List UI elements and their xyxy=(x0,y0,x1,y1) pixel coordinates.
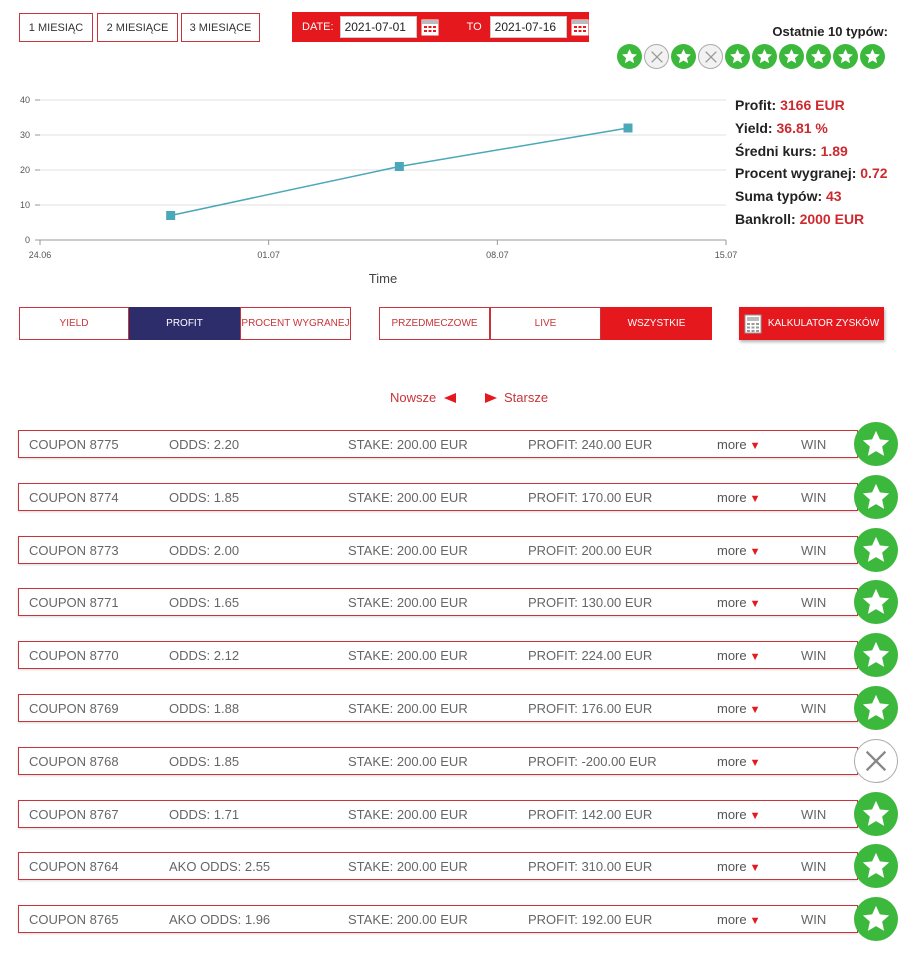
coupon-stake: STAKE: 200.00 EUR xyxy=(348,542,468,558)
caret-down-icon: ▼ xyxy=(749,440,761,452)
star-icon xyxy=(756,48,773,65)
y-tick-label: 0 xyxy=(24,235,30,245)
stat-row xyxy=(735,162,888,185)
more-label: more xyxy=(717,859,747,875)
coupon-more-toggle[interactable] xyxy=(717,490,761,505)
coupon-stake: STAKE: 200.00 EUR xyxy=(348,859,468,875)
coupon-row[interactable] xyxy=(18,641,858,669)
coupon-more-toggle[interactable] xyxy=(717,595,761,610)
coupon-id: COUPON 8774 xyxy=(29,489,119,505)
last-tips-title: Ostatnie 10 typów: xyxy=(772,24,888,39)
coupon-id: COUPON 8767 xyxy=(29,806,119,822)
stat-value: 36.81 % xyxy=(776,119,828,136)
data-point xyxy=(166,211,175,220)
series-line xyxy=(171,128,628,216)
star-icon xyxy=(675,48,692,65)
data-point xyxy=(624,124,633,133)
coupon-stake: STAKE: 200.00 EUR xyxy=(348,806,468,822)
stat-value: 1.89 xyxy=(820,142,848,159)
cross-icon xyxy=(862,747,890,775)
coupon-id: COUPON 8765 xyxy=(29,912,119,928)
x-tick-label: 08.07 xyxy=(486,250,509,260)
star-icon xyxy=(729,48,746,65)
coupon-status: WIN xyxy=(801,806,827,822)
coupon-profit: PROFIT: 130.00 EUR xyxy=(528,595,653,611)
coupon-row[interactable] xyxy=(18,483,858,511)
coupon-more-toggle[interactable] xyxy=(717,807,761,822)
caret-down-icon: ▼ xyxy=(749,862,761,875)
coupon-row[interactable] xyxy=(18,694,858,722)
coupon-stake: STAKE: 200.00 EUR xyxy=(348,701,468,716)
pager-older-label: Starsze xyxy=(504,390,549,405)
filter-all-button[interactable]: WSZYSTKIE xyxy=(601,307,712,340)
coupon-more-toggle[interactable] xyxy=(717,701,761,716)
coupon-more-toggle[interactable] xyxy=(717,543,761,558)
y-tick-label: 10 xyxy=(19,200,30,210)
date-to-input[interactable]: 2021-07-16 xyxy=(490,16,567,38)
coupon-stake: STAKE: 200.00 EUR xyxy=(348,912,468,928)
coupon-status: WIN xyxy=(801,648,827,664)
profit-calculator-button[interactable] xyxy=(739,307,884,340)
coupon-id: COUPON 8771 xyxy=(29,595,119,611)
x-tick-label: 24.06 xyxy=(28,250,52,260)
filter-win-percent-button[interactable]: PROCENT WYGRANEJ xyxy=(240,307,351,340)
date-range-bar xyxy=(292,12,589,42)
y-tick-label: 20 xyxy=(19,165,30,175)
coupon-result-win-badge xyxy=(854,528,898,572)
coupon-odds: ODDS: 1.85 xyxy=(169,489,240,505)
coupon-profit: PROFIT: 176.00 EUR xyxy=(528,701,653,716)
star-icon xyxy=(783,48,800,65)
coupon-odds: ODDS: 1.65 xyxy=(169,595,240,611)
coupon-odds: AKO ODDS: 1.96 xyxy=(169,912,271,928)
y-tick-label: 30 xyxy=(19,130,30,140)
coupon-more-toggle[interactable] xyxy=(717,437,761,452)
coupon-row[interactable] xyxy=(18,588,858,616)
coupon-result-win-badge xyxy=(854,580,898,624)
coupon-status: WIN xyxy=(801,437,827,452)
coupon-result-loss-badge xyxy=(854,739,898,783)
last-tip-win-indicator xyxy=(752,44,777,69)
period-2-months-button[interactable]: 2 MIESIĄCE xyxy=(97,13,178,42)
coupon-more-toggle[interactable] xyxy=(717,754,761,769)
coupon-profit: PROFIT: 142.00 EUR xyxy=(528,806,653,822)
stat-row xyxy=(735,185,888,208)
coupon-more-toggle[interactable] xyxy=(717,859,761,874)
more-label: more xyxy=(717,648,747,664)
stats-panel xyxy=(735,94,888,231)
x-tick-label: 01.07 xyxy=(257,250,280,260)
coupon-more-toggle[interactable] xyxy=(717,912,761,927)
coupon-profit: PROFIT: -200.00 EUR xyxy=(528,753,657,769)
coupon-stake: STAKE: 200.00 EUR xyxy=(348,648,468,664)
stat-row xyxy=(735,117,888,140)
coupon-result-win-badge xyxy=(854,475,898,519)
filter-prematch-button[interactable]: PRZEDMECZOWE xyxy=(379,307,490,340)
stat-row xyxy=(735,208,888,231)
coupon-profit: PROFIT: 192.00 EUR xyxy=(528,912,653,928)
coupon-profit: PROFIT: 224.00 EUR xyxy=(528,648,653,664)
stat-row xyxy=(735,94,888,117)
coupon-odds: ODDS: 2.20 xyxy=(169,437,240,452)
coupon-result-win-badge xyxy=(854,422,898,466)
last-tip-win-indicator xyxy=(617,44,642,69)
coupon-result-win-badge xyxy=(854,792,898,836)
stat-label: Procent wygranej: xyxy=(735,165,857,182)
coupon-profit: PROFIT: 310.00 EUR xyxy=(528,859,653,875)
coupon-profit: PROFIT: 240.00 EUR xyxy=(528,437,653,452)
star-icon xyxy=(861,640,891,670)
more-label: more xyxy=(717,753,747,769)
caret-down-icon: ▼ xyxy=(749,651,761,664)
more-label: more xyxy=(717,489,747,505)
calendar-icon[interactable] xyxy=(571,18,589,36)
coupon-stake: STAKE: 200.00 EUR xyxy=(348,437,468,452)
last-tip-win-indicator xyxy=(725,44,750,69)
date-from-label: DATE: xyxy=(302,21,334,33)
triangle-left-icon xyxy=(444,393,456,403)
coupon-odds: ODDS: 2.12 xyxy=(169,648,240,664)
coupon-result-win-badge xyxy=(854,897,898,941)
coupon-status: WIN xyxy=(801,542,827,558)
caret-down-icon: ▼ xyxy=(749,915,761,928)
data-point xyxy=(395,162,404,171)
pager-newer-label: Nowsze xyxy=(390,390,437,405)
coupon-id: COUPON 8764 xyxy=(29,859,119,875)
last-tip-win-indicator xyxy=(671,44,696,69)
coupon-row[interactable] xyxy=(18,747,858,775)
star-icon xyxy=(621,48,638,65)
last-tip-win-indicator xyxy=(779,44,804,69)
star-icon xyxy=(861,429,891,459)
period-1-month-button[interactable]: 1 MIESIĄC xyxy=(19,13,93,42)
pager-newer-link[interactable] xyxy=(390,390,456,405)
coupon-stake: STAKE: 200.00 EUR xyxy=(348,595,468,611)
star-icon xyxy=(861,851,891,881)
stat-label: Profit: xyxy=(735,97,777,113)
stat-row xyxy=(735,140,888,163)
stat-label: Suma typów: xyxy=(735,188,823,205)
cross-icon xyxy=(649,49,665,65)
more-label: more xyxy=(717,437,747,452)
stat-value: 0.72 xyxy=(860,165,888,182)
more-label: more xyxy=(717,806,747,822)
filter-yield-button[interactable]: YIELD xyxy=(19,307,129,340)
coupon-id: COUPON 8773 xyxy=(29,542,119,558)
last-tip-loss-indicator xyxy=(644,44,669,69)
last-tip-loss-indicator xyxy=(698,44,723,69)
star-icon xyxy=(861,904,891,934)
triangle-right-icon xyxy=(485,393,497,403)
caret-down-icon: ▼ xyxy=(749,545,761,558)
coupon-result-win-badge xyxy=(854,686,898,730)
date-to-label: TO xyxy=(466,21,482,33)
star-icon xyxy=(810,48,827,65)
coupon-status: WIN xyxy=(801,489,827,505)
stat-label: Yield: xyxy=(735,119,773,136)
y-tick-label: 40 xyxy=(19,95,30,105)
coupon-status: WIN xyxy=(801,701,827,716)
profit-calculator-label: KALKULATOR ZYSKÓW xyxy=(767,318,880,329)
coupon-id: COUPON 8769 xyxy=(29,701,119,716)
stat-label: Średni kurs: xyxy=(735,142,817,159)
coupon-profit: PROFIT: 200.00 EUR xyxy=(528,542,653,558)
date-from-input[interactable]: 2021-07-01 xyxy=(340,16,417,38)
x-axis-title: Time xyxy=(368,271,398,286)
coupon-odds: ODDS: 1.71 xyxy=(169,806,240,822)
calendar-icon[interactable] xyxy=(421,18,439,36)
x-tick-label: 15.07 xyxy=(714,250,738,260)
period-3-months-button[interactable]: 3 MIESIĄCE xyxy=(181,13,260,42)
coupon-odds: AKO ODDS: 2.55 xyxy=(169,859,271,875)
calculator-icon xyxy=(744,314,762,334)
coupon-id: COUPON 8770 xyxy=(29,648,119,664)
coupon-row[interactable] xyxy=(18,536,858,564)
caret-down-icon: ▼ xyxy=(749,492,761,505)
caret-down-icon: ▼ xyxy=(749,598,761,611)
coupon-row[interactable] xyxy=(18,905,858,933)
star-icon xyxy=(837,48,854,65)
filter-profit-button[interactable]: PROFIT xyxy=(129,307,240,340)
coupon-id: COUPON 8775 xyxy=(29,437,119,452)
caret-down-icon: ▼ xyxy=(749,704,761,716)
coupon-row[interactable] xyxy=(18,430,858,458)
coupon-stake: STAKE: 200.00 EUR xyxy=(348,489,468,505)
profit-chart xyxy=(0,88,740,298)
star-icon xyxy=(861,587,891,617)
star-icon xyxy=(861,799,891,829)
star-icon xyxy=(861,482,891,512)
more-label: more xyxy=(717,701,747,716)
coupon-id: COUPON 8768 xyxy=(29,753,119,769)
last-tip-win-indicator xyxy=(833,44,858,69)
last-tip-win-indicator xyxy=(806,44,831,69)
coupon-odds: ODDS: 1.85 xyxy=(169,753,240,769)
stat-value: 2000 EUR xyxy=(799,210,865,227)
more-label: more xyxy=(717,912,747,928)
star-icon xyxy=(861,535,891,565)
more-label: more xyxy=(717,595,747,611)
cross-icon xyxy=(703,49,719,65)
caret-down-icon: ▼ xyxy=(749,809,761,822)
filter-live-button[interactable]: LIVE xyxy=(490,307,601,340)
star-icon xyxy=(861,693,891,723)
coupon-odds: ODDS: 2.00 xyxy=(169,542,240,558)
star-icon xyxy=(864,48,881,65)
stat-label: Bankroll: xyxy=(735,210,796,227)
stat-value: 3166 EUR xyxy=(780,97,845,113)
pager-older-link[interactable] xyxy=(485,390,548,405)
coupon-odds: ODDS: 1.88 xyxy=(169,701,240,716)
coupon-row[interactable] xyxy=(18,800,858,828)
stat-value: 43 xyxy=(826,188,842,205)
coupon-result-win-badge xyxy=(854,844,898,888)
last-tip-win-indicator xyxy=(860,44,885,69)
coupon-profit: PROFIT: 170.00 EUR xyxy=(528,489,653,505)
more-label: more xyxy=(717,542,747,558)
last-tips-indicators xyxy=(617,44,885,69)
coupon-status: WIN xyxy=(801,859,827,875)
coupon-more-toggle[interactable] xyxy=(717,648,761,663)
coupon-status: WIN xyxy=(801,912,827,928)
coupon-result-win-badge xyxy=(854,633,898,677)
coupon-status: WIN xyxy=(801,595,827,611)
caret-down-icon: ▼ xyxy=(749,756,761,769)
coupon-stake: STAKE: 200.00 EUR xyxy=(348,753,468,769)
coupon-row[interactable] xyxy=(18,852,858,880)
